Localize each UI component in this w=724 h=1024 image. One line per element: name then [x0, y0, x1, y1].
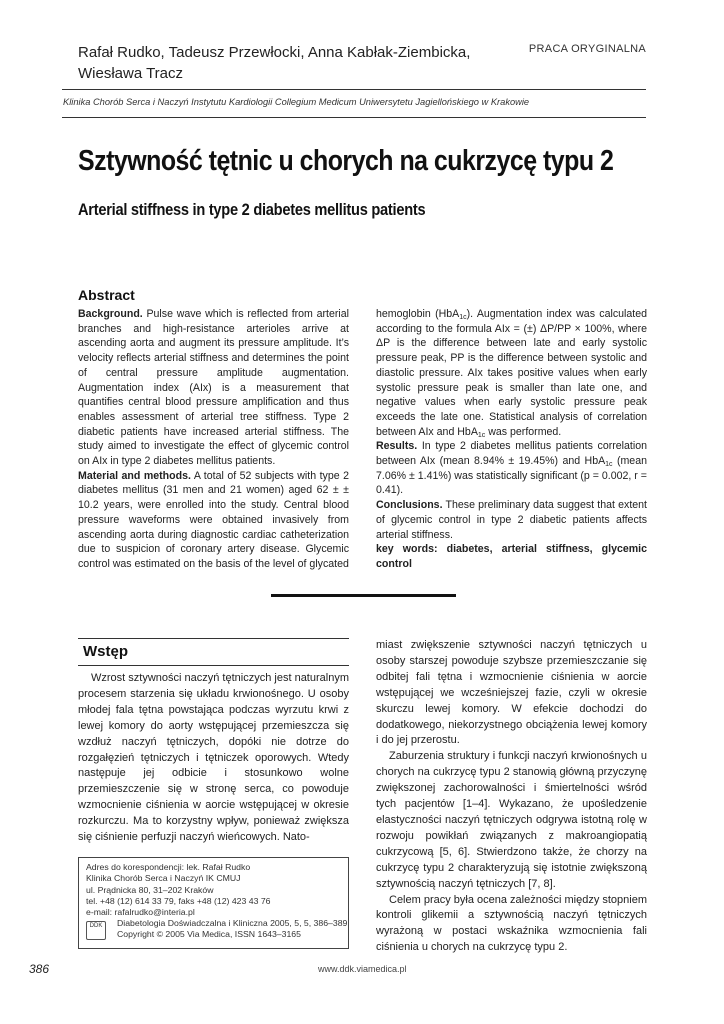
section-tag: PRACA ORYGINALNA	[528, 43, 646, 55]
subscript: 1c	[605, 461, 613, 469]
methods-cont-2: ). Augmentation index was calculated according to the formula AIx = (±) ΔP/PP × 100%, where ΔP is the difference between late and early systolic pressure peak, PP is the difference between systolic and diastolic pressure. AIx takes positive values when early systolic pressure peak is smaller than late one, and negative values when early systolic pressure peak exceeds the late one. Statistical analysis of correlation between AIx and HbA	[376, 308, 648, 438]
journal-citation	[117, 918, 347, 941]
authors-line-2: Wiesława Tracz	[78, 65, 184, 82]
abstract-column-left	[78, 307, 349, 572]
abstract-keywords	[376, 542, 647, 571]
keywords: key words: diabetes, arterial stiffness, glycemic control	[376, 543, 647, 570]
abstract-results	[376, 439, 647, 498]
intro-column-left	[78, 671, 349, 846]
journal-logo-text: DDK	[89, 923, 103, 929]
background-text: Pulse wave which is reflected from arterial branches and high-resistance arterioles arrive at ascending aorta and augment its pressure amplitude. It’s velocity reflects arterial stiffness and determines the point of central pressure amplitude augmentation. Augmentation index (AIx) is a measurement that quantifies central blood pressure amplification and thus enables assessment of arterial tree stiffness. Type 2 diabetic patients have increased arterial stiffness. The study aimed to investigate the effect of glycemic control on AIx in type 2 diabetes mellitus patients.	[78, 308, 349, 468]
results-text-1: In type 2 diabetes mellitus patients correlation between AIx (mean 8.94% ± 19.45%) and HbA	[376, 440, 647, 468]
article-subtitle: Arterial stiffness in type 2 diabetes mellitus patients	[78, 200, 426, 219]
correspondence-line: ul. Prądnicka 80, 31–202 Kraków	[86, 884, 214, 895]
results-label: Results.	[376, 440, 418, 453]
section-divider	[271, 594, 456, 597]
correspondence-line: Adres do korespondencji: lek. Rafał Rudko	[86, 862, 251, 872]
intro-paragraph-1: Wzrost sztywności naczyń tętniczych jest naturalnym procesem starzenia się układu krwionośnego. U osoby młodej fala tętna powstająca podczas wyrzutu krwi z lewej komory do aorty wstępującej przemieszcza się wzdłuż naczyń tętniczych, dopóki nie dotrze do rozgałęzień tętniczych i tętniczek oporowych. Wtedy następuje jej odbicie i stosunkowo wolne przemieszczenie się w stronę serca, co powoduje wzmocnienie ciśnienia w aorcie wstępującej w okresie rozkurczu. Ma to korzystny wpływ, ponieważ zwiększa się ciśnienie perfuzji naczyń wieńcowych. Nato-	[78, 672, 349, 844]
methods-label: Material and methods.	[78, 469, 191, 482]
abstract-column-right	[376, 307, 647, 572]
intro-column-right	[376, 638, 647, 956]
journal-reference: Diabetologia Doświadczalna i Kliniczna 2005, 5, 5, 386–389	[117, 918, 348, 928]
abstract-methods	[78, 469, 349, 572]
intro-paragraph-2: Zaburzenia struktury i funkcji naczyń krwionośnych u chorych na cukrzycę typu 2 stanowią główną przyczynę zwiększonej zachorowalności i śmiertelności wśród tych pacjentów [1–4]. Wykazano, że upośledzenie elastyczności naczyń tętniczych odgrywa istotną rolę w rozwoju powikłań związanych z makroangiopatią cukrzycową [5, 6]. Stwierdzono także, że chorzy na cukrzycę typu 2 charakteryzują się istotnie zwiększoną sztywnością naczyń tętniczych [7, 8].	[376, 750, 647, 890]
intro-paragraph-1-continued: miast zwiększenie sztywności naczyń tętniczych u osoby starszej powoduje szybsze przemieszczanie się odbitej fali tętna i wzmocnienie ciśnienia w aorcie wstępującej we wcześniejszej fazie, czyli w okresie skurczu lewej komory. W efekcie dochodzi do dodatkowego, niekorzystnego obciążenia lewej komory i do jej przerostu.	[376, 639, 647, 747]
article-title: Sztywność tętnic u chorych na cukrzycę typu 2	[78, 145, 614, 177]
background-label: Background.	[78, 308, 143, 320]
results-text-2: (mean 7.06% ± 1.41%) was statistically significant (p = 0.002, r = 0.41).	[376, 455, 647, 497]
correspondence-email: e-mail: rafalrudko@interia.pl	[86, 907, 195, 918]
authors	[78, 42, 498, 84]
correspondence-address	[86, 862, 271, 918]
affiliation-rule	[62, 117, 646, 118]
conclusions-label: Conclusions.	[376, 499, 443, 512]
authors-line-1: Rafał Rudko, Tadeusz Przewłocki, Anna Kabłak-Ziembicka,	[78, 44, 471, 61]
methods-text: A total of 52 subjects with type 2 diabetes mellitus (31 men and 21 women) aged 62 ± ± 10.2 years, were enrolled into the study. Central blood pressure waveforms were obtained invasively from ascending aorta during diagnostic cardiac catheterization due to suspicion of coronary artery disease. Glycemic control was estimated on the basis of the level of glycated	[78, 469, 349, 570]
abstract-methods-continued	[376, 307, 647, 439]
methods-cont-1: hemoglobin (HbA	[376, 308, 460, 320]
abstract-conclusions	[376, 498, 647, 542]
methods-cont-3: was performed.	[485, 425, 562, 438]
page-number: 386	[29, 962, 50, 976]
header-rule	[62, 89, 646, 90]
abstract-background	[78, 307, 349, 469]
affiliation: Klinika Chorób Serca i Naczyń Instytutu Kardiologii Collegium Medicum Uniwersytetu Jagiellońskiego w Krakowie	[63, 97, 530, 107]
conclusions-text: These preliminary data suggest that extent of glycemic control in type 2 diabetic patients affects arterial stiffness.	[376, 499, 647, 541]
subscript: 1c	[477, 431, 486, 439]
correspondence-line: Klinika Chorób Serca i Naczyń IK CMUJ	[86, 873, 241, 884]
copyright: Copyright © 2005 Via Medica, ISSN 1643–3165	[117, 929, 301, 940]
subscript: 1c	[459, 314, 467, 321]
abstract-heading: Abstract	[78, 287, 135, 303]
intro-paragraph-3: Celem pracy była ocena zależności między stopniem kontroli glikemii a sztywnością naczyń tętniczych wyrażoną w postaci wskaźnika wzmocnienia fali ciśnienia u chorych na cukrzycę typu 2.	[376, 893, 648, 954]
journal-logo-icon	[86, 921, 106, 940]
intro-heading: Wstęp	[83, 643, 128, 660]
correspondence-line: tel. +48 (12) 614 33 79, faks +48 (12) 423 43 76	[86, 895, 271, 906]
footer-url[interactable]: www.ddk.viamedica.pl	[318, 964, 407, 974]
